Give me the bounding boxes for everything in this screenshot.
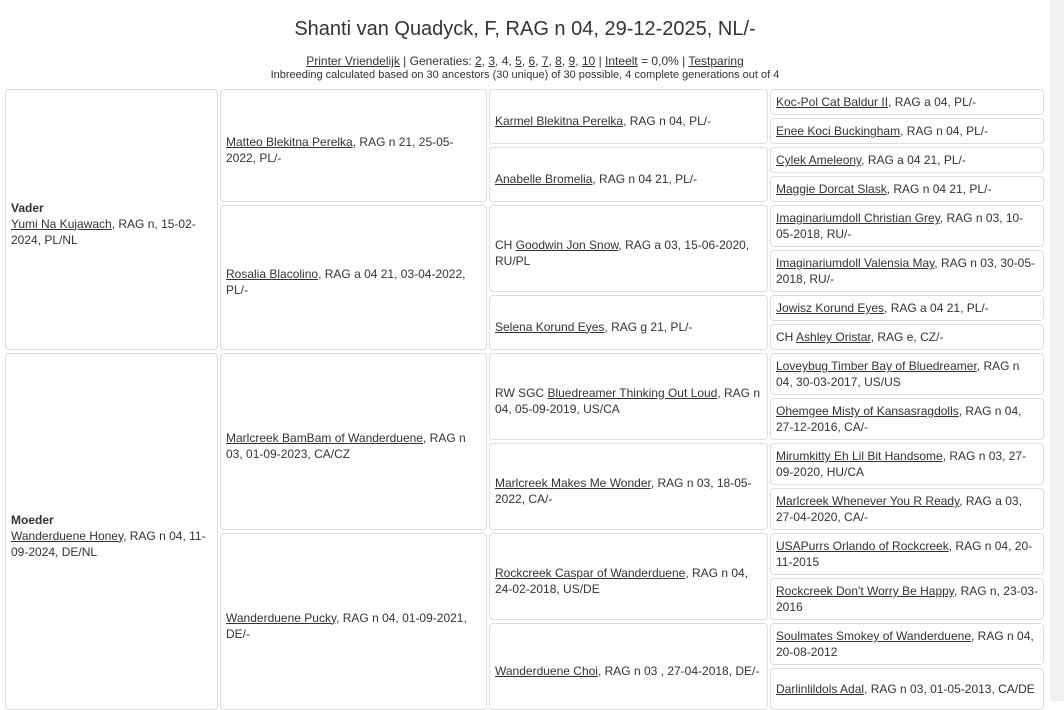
title-prefix: CH [776, 330, 797, 344]
ancestor-link[interactable]: Bluedreamer Thinking Out Loud [547, 385, 718, 400]
ancestor-details: , RAG n 21, 25-05-2022, PL/- [226, 134, 454, 165]
ancestor-details: , RAG n 03, 01-09-2023, CA/CZ [226, 430, 466, 461]
ancestor-link[interactable]: Rosalia Blacolino [226, 266, 319, 281]
pedigree-cell [770, 324, 1044, 350]
ancestor-link[interactable]: Koc-Pol Cat Baldur II [776, 95, 889, 109]
ancestor-details: , RAG n 04, 20-11-2015 [776, 539, 1033, 569]
gen-7-link[interactable]: 7 [541, 54, 549, 68]
ancestor-details: , RAG n 04, 27-12-2016, CA/- [776, 404, 1022, 434]
ancestor-link[interactable]: Ohemgee Misty of Kansasragdolls [776, 404, 959, 418]
ancestor-details: , RAG n, 23-03-2016 [776, 584, 1038, 614]
ancestor-link[interactable]: Karmel Blekitna Perelka [495, 113, 624, 128]
ancestor-link[interactable]: Marlcreek Whenever You R Ready [776, 494, 960, 508]
pedigree-cell [489, 89, 768, 144]
ancestor-details: , RAG n 03, 18-05-2022, CA/- [495, 475, 752, 506]
ancestor-link[interactable]: Yumi Na Kujawach [11, 216, 112, 231]
pedigree-cell [770, 250, 1044, 292]
pedigree-cell [220, 533, 487, 710]
ancestor-details: , RAG a 04 21, PL/- [861, 153, 966, 167]
gen-8-link[interactable]: 8 [555, 54, 562, 68]
pedigree-cell [770, 118, 1044, 144]
gen-6-link[interactable]: 6 [528, 54, 536, 68]
ancestor-details: , RAG n 04, PL/- [623, 113, 712, 128]
ancestor-link[interactable]: Wanderduene Pucky [226, 610, 337, 625]
ancestor-details: , RAG n 04, 20-08-2012 [776, 629, 1034, 659]
ancestor-link[interactable]: Enee Koci Buckingham [776, 124, 901, 138]
pedigree-cell [770, 443, 1044, 485]
ancestor-link[interactable]: Soulmates Smokey of Wanderduene [776, 629, 971, 643]
ancestor-details: , RAG n 04 21, PL/- [592, 171, 698, 186]
separator: | [598, 54, 602, 68]
pedigree-cell [489, 147, 768, 202]
pedigree-cell [489, 443, 768, 530]
pedigree-cell [770, 398, 1044, 440]
ancestor-link[interactable]: Anabelle Bromelia [495, 171, 593, 186]
pedigree-cell [770, 205, 1044, 247]
gen-9-link[interactable]: 9 [568, 54, 576, 68]
testparing-link[interactable]: Testparing [688, 54, 744, 68]
ancestor-details: , RAG n 03, 30-05-2018, RU/- [776, 256, 1036, 286]
ancestor-link[interactable]: Rockcreek Caspar of Wanderduene [495, 565, 686, 580]
ancestor-details: , RAG n 04, PL/- [900, 124, 989, 138]
pedigree-cell [489, 533, 768, 620]
ancestor-link[interactable]: USAPurrs Orlando of Rockcreek [776, 539, 949, 553]
pedigree-cell [770, 533, 1044, 575]
pedigree-cell [5, 89, 218, 350]
scrollbar[interactable] [1050, 0, 1064, 701]
ancestor-details: , RAG a 04 21, 03-04-2022, PL/- [226, 266, 466, 297]
inteelt-link[interactable]: Inteelt [605, 54, 638, 68]
ancestor-details: , RAG a 03, 15-06-2020, RU/PL [495, 237, 750, 268]
role-label: Moeder [11, 512, 54, 527]
role-label: Vader [11, 200, 44, 215]
ancestor-details: , RAG n 03, 27-09-2020, HU/CA [776, 449, 1027, 479]
ancestor-link[interactable]: Wanderduene Honey [11, 528, 124, 543]
pedigree-cell [220, 89, 487, 202]
title-prefix: CH [495, 237, 516, 252]
ancestor-details: , RAG n 04, 11-09-2024, DE/NL [11, 528, 206, 559]
ancestor-details: , RAG n 03, 10-05-2018, RU/- [776, 211, 1024, 241]
ancestor-details: , RAG n 04, 30-03-2017, US/US [776, 359, 1020, 389]
pedigree-cell [770, 353, 1044, 395]
ancestor-link[interactable]: Darlinlildols Adal [776, 682, 865, 696]
ancestor-details: , RAG n 03 , 27-04-2018, DE/- [597, 663, 760, 678]
gen-4-current: 4, [501, 54, 512, 68]
ancestor-details: , RAG n 04 21, PL/- [886, 182, 992, 196]
pedigree-cell [5, 353, 218, 710]
ancestor-link[interactable]: Rockcreek Don't Worry Be Happy [776, 584, 954, 598]
ancestor-details: , RAG n 04, 01-09-2021, DE/- [226, 610, 467, 641]
pedigree-cell [489, 295, 768, 350]
ancestor-link[interactable]: Jowisz Korund Eyes [776, 301, 885, 315]
pedigree-cell [489, 623, 768, 710]
ancestor-details: , RAG n 04, 24-02-2018, US/DE [495, 565, 749, 596]
gen-10-link[interactable]: 10 [581, 54, 596, 68]
ancestor-link[interactable]: Selena Korund Eyes [495, 319, 605, 334]
ancestor-details: , RAG n 03, 01-05-2013, CA/DE [864, 682, 1035, 696]
inbreeding-info: Inbreeding calculated based on 30 ancestors (30 unique) of 30 possible, 4 complete generations out of 4 [270, 69, 780, 81]
title-prefix: RW SGC [495, 385, 548, 400]
ancestor-link[interactable]: Maggie Dorcat Slask [776, 182, 887, 196]
options-bar: Printer Vriendelijk | Generaties: 2, 3, 4, 5, 6, 7, 8, 9, 10 | Inteelt = 0,0% | Testparing [306, 54, 744, 68]
pedigree-cell [770, 488, 1044, 530]
ancestor-link[interactable]: Imaginariumdoll Christian Grey [776, 211, 940, 225]
ancestor-details: , RAG n, 15-02-2024, PL/NL [11, 216, 196, 247]
pedigree-cell [770, 147, 1044, 173]
gen-2-link[interactable]: 2 [475, 54, 482, 68]
pedigree-cell [220, 353, 487, 530]
ancestor-details: , RAG n 04, 05-09-2019, US/CA [495, 385, 761, 416]
pedigree-cell [770, 668, 1044, 710]
pedigree-cell [770, 89, 1044, 115]
ancestor-details: , RAG a 04, PL/- [888, 95, 977, 109]
ancestor-link[interactable]: Matteo Blekitna Perelka [226, 134, 353, 149]
ancestor-link[interactable]: Imaginariumdoll Valensia May [776, 256, 935, 270]
ancestor-link[interactable]: Marlcreek Makes Me Wonder [495, 475, 651, 490]
pedigree-cell [770, 295, 1044, 321]
pedigree-cell [770, 623, 1044, 665]
ancestor-link[interactable]: Wanderduene Choi [495, 663, 598, 678]
ancestor-link[interactable]: Mirumkitty Eh Lil Bit Handsome [776, 449, 943, 463]
generations-label: | Generaties: [403, 54, 472, 68]
ancestor-link[interactable]: Marlcreek BamBam of Wanderduene [226, 430, 423, 445]
pedigree-cell [770, 578, 1044, 620]
gen-3-link[interactable]: 3 [488, 54, 496, 68]
gen-5-link[interactable]: 5 [515, 54, 522, 68]
ancestor-link[interactable]: Ashley Oristar [796, 330, 871, 344]
inteelt-value: = 0,0% | [641, 54, 686, 68]
pedigree-grid [5, 89, 1044, 710]
printer-friendly-link[interactable]: Printer Vriendelijk [306, 54, 400, 68]
ancestor-details: , RAG a 03, 27-04-2020, CA/- [776, 494, 1022, 524]
ancestor-link[interactable]: Goodwin Jon Snow [515, 237, 619, 252]
ancestor-details: , RAG e, CZ/- [870, 330, 944, 344]
ancestor-details: , RAG g 21, PL/- [604, 319, 693, 334]
pedigree-cell [770, 176, 1044, 202]
pedigree-cell [489, 353, 768, 440]
ancestor-link[interactable]: Loveybug Timber Bay of Bluedreamer [776, 359, 977, 373]
pedigree-cell [220, 205, 487, 350]
page-title: Shanti van Quadyck, F, RAG n 04, 29-12-2025, NL/- [294, 18, 756, 40]
ancestor-link[interactable]: Cylek Ameleony [776, 153, 862, 167]
ancestor-details: , RAG a 04 21, PL/- [884, 301, 989, 315]
pedigree-cell [489, 205, 768, 292]
